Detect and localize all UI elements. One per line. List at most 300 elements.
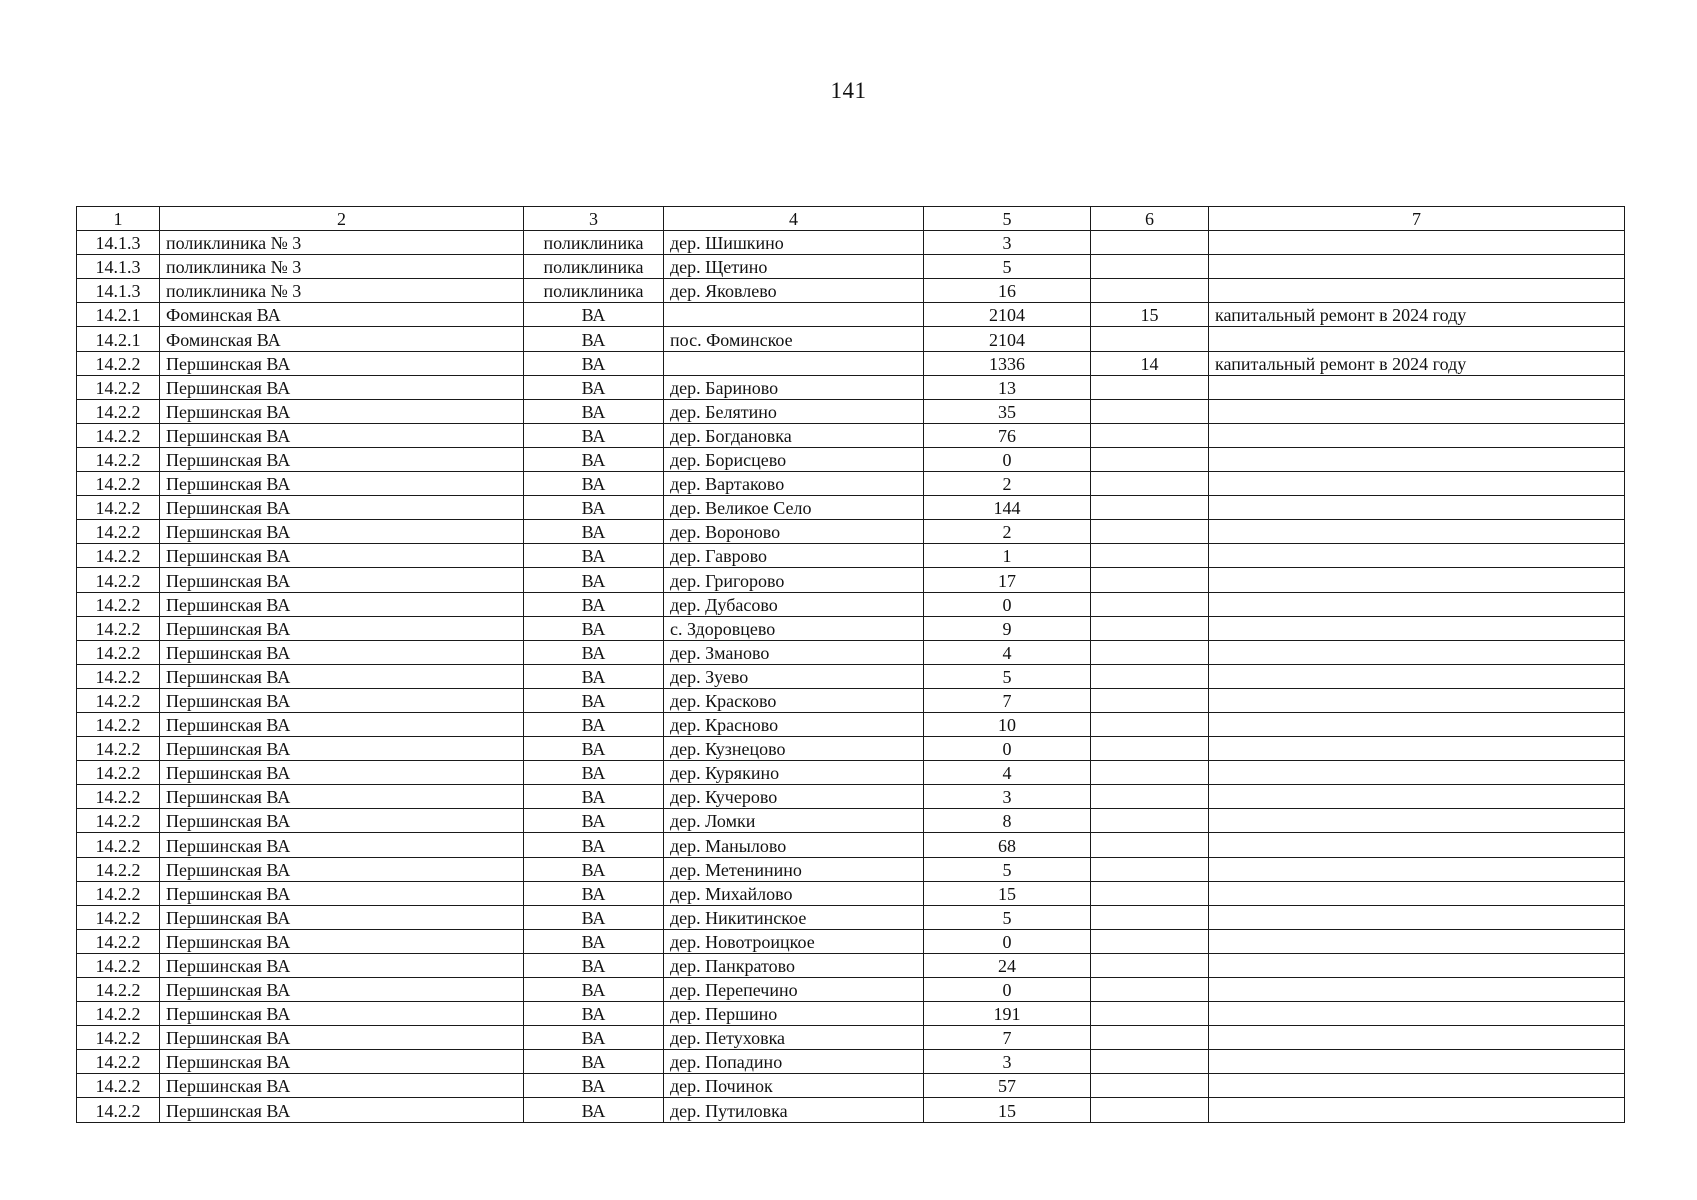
value: 5 [924, 255, 1091, 279]
note [1209, 616, 1625, 640]
locality: дер. Богдановка [664, 423, 924, 447]
locality: дер. Никитинское [664, 905, 924, 929]
value: 7 [924, 1026, 1091, 1050]
institution-name: Першинская ВА [160, 785, 524, 809]
institution-type: ВА [524, 1026, 664, 1050]
column-6-value [1091, 761, 1209, 785]
institution-type: ВА [524, 712, 664, 736]
institution-type: ВА [524, 303, 664, 327]
value: 7 [924, 688, 1091, 712]
column-6-value [1091, 953, 1209, 977]
institution-type: ВА [524, 423, 664, 447]
value: 8 [924, 809, 1091, 833]
locality: дер. Кузнецово [664, 737, 924, 761]
column-6-value [1091, 712, 1209, 736]
value: 15 [924, 881, 1091, 905]
table-row [77, 929, 1625, 953]
row-code: 14.2.1 [77, 303, 160, 327]
institution-name: поликлиника № 3 [160, 231, 524, 255]
locality: дер. Гаврово [664, 544, 924, 568]
institution-name: Першинская ВА [160, 833, 524, 857]
value: 2104 [924, 327, 1091, 351]
row-code: 14.2.2 [77, 905, 160, 929]
value: 5 [924, 857, 1091, 881]
institution-name: Першинская ВА [160, 399, 524, 423]
institution-name: Першинская ВА [160, 472, 524, 496]
locality: дер. Першино [664, 1002, 924, 1026]
locality: дер. Зуево [664, 664, 924, 688]
institution-type: ВА [524, 351, 664, 375]
value: 17 [924, 568, 1091, 592]
locality: дер. Дубасово [664, 592, 924, 616]
column-header-3: 3 [524, 207, 664, 231]
table-row [77, 1026, 1625, 1050]
institution-name: Першинская ВА [160, 375, 524, 399]
column-6-value: 15 [1091, 303, 1209, 327]
locality: дер. Бариново [664, 375, 924, 399]
row-code: 14.2.2 [77, 520, 160, 544]
note [1209, 399, 1625, 423]
table-row [77, 327, 1625, 351]
column-6-value [1091, 472, 1209, 496]
value: 0 [924, 592, 1091, 616]
table-row [77, 761, 1625, 785]
locality: дер. Михайлово [664, 881, 924, 905]
note [1209, 447, 1625, 471]
value: 68 [924, 833, 1091, 857]
value: 9 [924, 616, 1091, 640]
row-code: 14.1.3 [77, 279, 160, 303]
note [1209, 375, 1625, 399]
column-6-value [1091, 1074, 1209, 1098]
institution-type: поликлиника [524, 231, 664, 255]
locality: дер. Вороново [664, 520, 924, 544]
value: 76 [924, 423, 1091, 447]
institution-type: ВА [524, 616, 664, 640]
table-header-row [77, 207, 1625, 231]
column-header-4: 4 [664, 207, 924, 231]
note [1209, 761, 1625, 785]
column-6-value [1091, 833, 1209, 857]
institution-type: ВА [524, 568, 664, 592]
note [1209, 881, 1625, 905]
locality: дер. Григорово [664, 568, 924, 592]
column-6-value: 14 [1091, 351, 1209, 375]
value: 4 [924, 640, 1091, 664]
institution-name: Першинская ВА [160, 905, 524, 929]
note [1209, 785, 1625, 809]
column-6-value [1091, 520, 1209, 544]
row-code: 14.2.2 [77, 472, 160, 496]
column-6-value [1091, 905, 1209, 929]
table-row [77, 472, 1625, 496]
column-6-value [1091, 375, 1209, 399]
note [1209, 905, 1625, 929]
institution-name: Першинская ВА [160, 809, 524, 833]
locality: дер. Петуховка [664, 1026, 924, 1050]
institution-name: Першинская ВА [160, 1026, 524, 1050]
institution-name: Першинская ВА [160, 640, 524, 664]
institution-type: ВА [524, 1002, 664, 1026]
locality: дер. Яковлево [664, 279, 924, 303]
locality [664, 303, 924, 327]
column-6-value [1091, 978, 1209, 1002]
institution-type: ВА [524, 544, 664, 568]
row-code: 14.1.3 [77, 231, 160, 255]
column-header-1: 1 [77, 207, 160, 231]
table-row [77, 592, 1625, 616]
table-body [77, 231, 1625, 1122]
value: 13 [924, 375, 1091, 399]
institution-name: Першинская ВА [160, 978, 524, 1002]
column-6-value [1091, 231, 1209, 255]
institution-type: ВА [524, 1074, 664, 1098]
value: 57 [924, 1074, 1091, 1098]
institution-type: ВА [524, 761, 664, 785]
value: 0 [924, 929, 1091, 953]
institution-type: ВА [524, 881, 664, 905]
locality: дер. Манылово [664, 833, 924, 857]
note [1209, 929, 1625, 953]
locality: дер. Путиловка [664, 1098, 924, 1122]
locality: дер. Курякино [664, 761, 924, 785]
column-6-value [1091, 1002, 1209, 1026]
value: 0 [924, 447, 1091, 471]
locality: дер. Ломки [664, 809, 924, 833]
note [1209, 857, 1625, 881]
locality: дер. Кучерово [664, 785, 924, 809]
note: капитальный ремонт в 2024 году [1209, 303, 1625, 327]
value: 3 [924, 1050, 1091, 1074]
note [1209, 688, 1625, 712]
table-row [77, 1074, 1625, 1098]
locality: дер. Борисцево [664, 447, 924, 471]
row-code: 14.2.2 [77, 447, 160, 471]
row-code: 14.2.2 [77, 664, 160, 688]
table-row [77, 737, 1625, 761]
column-6-value [1091, 640, 1209, 664]
table-row [77, 255, 1625, 279]
institution-type: ВА [524, 857, 664, 881]
table-row [77, 712, 1625, 736]
note [1209, 568, 1625, 592]
locality: дер. Красково [664, 688, 924, 712]
value: 1336 [924, 351, 1091, 375]
table-row [77, 399, 1625, 423]
table-row [77, 833, 1625, 857]
note [1209, 255, 1625, 279]
institution-type: ВА [524, 929, 664, 953]
institution-name: Першинская ВА [160, 929, 524, 953]
institution-name: Першинская ВА [160, 616, 524, 640]
institution-name: Першинская ВА [160, 1050, 524, 1074]
table-row [77, 375, 1625, 399]
institution-type: ВА [524, 953, 664, 977]
institution-type: ВА [524, 640, 664, 664]
institution-name: поликлиника № 3 [160, 255, 524, 279]
row-code: 14.2.2 [77, 688, 160, 712]
institution-name: Першинская ВА [160, 761, 524, 785]
institution-name: Першинская ВА [160, 496, 524, 520]
value: 10 [924, 712, 1091, 736]
institution-type: ВА [524, 785, 664, 809]
note [1209, 809, 1625, 833]
column-6-value [1091, 857, 1209, 881]
institution-type: ВА [524, 447, 664, 471]
table-row [77, 303, 1625, 327]
row-code: 14.1.3 [77, 255, 160, 279]
institution-name: Першинская ВА [160, 953, 524, 977]
institution-type: ВА [524, 520, 664, 544]
institution-type: ВА [524, 737, 664, 761]
row-code: 14.2.2 [77, 1098, 160, 1122]
value: 3 [924, 785, 1091, 809]
column-6-value [1091, 737, 1209, 761]
institution-type: поликлиника [524, 279, 664, 303]
table-row [77, 640, 1625, 664]
institution-type: ВА [524, 496, 664, 520]
table-row [77, 423, 1625, 447]
note [1209, 279, 1625, 303]
institution-type: ВА [524, 327, 664, 351]
value: 5 [924, 664, 1091, 688]
value: 2 [924, 520, 1091, 544]
row-code: 14.2.2 [77, 761, 160, 785]
row-code: 14.2.2 [77, 1074, 160, 1098]
row-code: 14.2.2 [77, 809, 160, 833]
note [1209, 664, 1625, 688]
locality: дер. Щетино [664, 255, 924, 279]
row-code: 14.2.2 [77, 616, 160, 640]
row-code: 14.2.2 [77, 833, 160, 857]
institution-type: ВА [524, 833, 664, 857]
table-row [77, 231, 1625, 255]
value: 5 [924, 905, 1091, 929]
row-code: 14.2.2 [77, 640, 160, 664]
table-row [77, 809, 1625, 833]
column-6-value [1091, 544, 1209, 568]
row-code: 14.2.2 [77, 857, 160, 881]
table-row [77, 544, 1625, 568]
table-row [77, 616, 1625, 640]
institution-name: Фоминская ВА [160, 327, 524, 351]
column-6-value [1091, 1026, 1209, 1050]
table-row [77, 905, 1625, 929]
column-header-6: 6 [1091, 207, 1209, 231]
value: 24 [924, 953, 1091, 977]
column-6-value [1091, 399, 1209, 423]
institution-type: ВА [524, 664, 664, 688]
institution-type: ВА [524, 1098, 664, 1122]
note: капитальный ремонт в 2024 году [1209, 351, 1625, 375]
note [1209, 423, 1625, 447]
note [1209, 520, 1625, 544]
column-6-value [1091, 785, 1209, 809]
locality: дер. Метенинино [664, 857, 924, 881]
institution-type: ВА [524, 399, 664, 423]
institution-type: ВА [524, 978, 664, 1002]
table-row [77, 1050, 1625, 1074]
row-code: 14.2.2 [77, 399, 160, 423]
institution-type: поликлиника [524, 255, 664, 279]
institution-name: Першинская ВА [160, 1074, 524, 1098]
table-row [77, 664, 1625, 688]
column-6-value [1091, 664, 1209, 688]
row-code: 14.2.2 [77, 1026, 160, 1050]
institution-name: Першинская ВА [160, 351, 524, 375]
column-6-value [1091, 1050, 1209, 1074]
locality: дер. Красново [664, 712, 924, 736]
locality: дер. Перепечино [664, 978, 924, 1002]
column-6-value [1091, 423, 1209, 447]
note [1209, 712, 1625, 736]
column-6-value [1091, 327, 1209, 351]
table-row [77, 1098, 1625, 1122]
value: 2 [924, 472, 1091, 496]
institution-name: поликлиника № 3 [160, 279, 524, 303]
institution-type: ВА [524, 905, 664, 929]
note [1209, 640, 1625, 664]
institution-name: Першинская ВА [160, 737, 524, 761]
locality: пос. Фоминское [664, 327, 924, 351]
column-6-value [1091, 496, 1209, 520]
table-row [77, 447, 1625, 471]
column-6-value [1091, 929, 1209, 953]
column-header-2: 2 [160, 207, 524, 231]
row-code: 14.2.2 [77, 785, 160, 809]
institution-name: Першинская ВА [160, 857, 524, 881]
locality: дер. Починок [664, 1074, 924, 1098]
institution-type: ВА [524, 375, 664, 399]
table-row [77, 351, 1625, 375]
column-header-7: 7 [1209, 207, 1625, 231]
row-code: 14.2.2 [77, 737, 160, 761]
value: 144 [924, 496, 1091, 520]
row-code: 14.2.2 [77, 423, 160, 447]
institution-type: ВА [524, 688, 664, 712]
row-code: 14.2.2 [77, 1050, 160, 1074]
institution-type: ВА [524, 1050, 664, 1074]
note [1209, 833, 1625, 857]
table-row [77, 279, 1625, 303]
locality: дер. Великое Село [664, 496, 924, 520]
locality: дер. Вартаково [664, 472, 924, 496]
note [1209, 472, 1625, 496]
note [1209, 1002, 1625, 1026]
institution-name: Першинская ВА [160, 447, 524, 471]
table-row [77, 520, 1625, 544]
row-code: 14.2.2 [77, 978, 160, 1002]
note [1209, 1074, 1625, 1098]
column-6-value [1091, 255, 1209, 279]
value: 0 [924, 737, 1091, 761]
column-6-value [1091, 688, 1209, 712]
table-row [77, 785, 1625, 809]
note [1209, 1050, 1625, 1074]
column-6-value [1091, 881, 1209, 905]
locality: дер. Новотроицкое [664, 929, 924, 953]
locality: дер. Панкратово [664, 953, 924, 977]
table-row [77, 881, 1625, 905]
locality: дер. Попадино [664, 1050, 924, 1074]
table-row [77, 978, 1625, 1002]
institution-type: ВА [524, 592, 664, 616]
note [1209, 1026, 1625, 1050]
table-row [77, 857, 1625, 881]
row-code: 14.2.1 [77, 327, 160, 351]
institution-name: Першинская ВА [160, 544, 524, 568]
locality: дер. Зманово [664, 640, 924, 664]
note [1209, 327, 1625, 351]
note [1209, 544, 1625, 568]
institution-name: Першинская ВА [160, 1098, 524, 1122]
value: 15 [924, 1098, 1091, 1122]
institution-name: Першинская ВА [160, 688, 524, 712]
institution-name: Першинская ВА [160, 664, 524, 688]
table-row [77, 953, 1625, 977]
row-code: 14.2.2 [77, 1002, 160, 1026]
row-code: 14.2.2 [77, 929, 160, 953]
row-code: 14.2.2 [77, 544, 160, 568]
column-6-value [1091, 568, 1209, 592]
institution-name: Першинская ВА [160, 881, 524, 905]
table-row [77, 568, 1625, 592]
value: 16 [924, 279, 1091, 303]
column-6-value [1091, 279, 1209, 303]
column-6-value [1091, 616, 1209, 640]
note [1209, 978, 1625, 1002]
locality: дер. Шишкино [664, 231, 924, 255]
institution-name: Першинская ВА [160, 568, 524, 592]
row-code: 14.2.2 [77, 375, 160, 399]
column-6-value [1091, 809, 1209, 833]
row-code: 14.2.2 [77, 881, 160, 905]
value: 3 [924, 231, 1091, 255]
institution-name: Першинская ВА [160, 712, 524, 736]
institution-name: Першинская ВА [160, 520, 524, 544]
value: 2104 [924, 303, 1091, 327]
column-6-value [1091, 1098, 1209, 1122]
institution-name: Першинская ВА [160, 592, 524, 616]
page-number: 141 [830, 78, 867, 103]
row-code: 14.2.2 [77, 953, 160, 977]
row-code: 14.2.2 [77, 712, 160, 736]
note [1209, 1098, 1625, 1122]
value: 4 [924, 761, 1091, 785]
note [1209, 496, 1625, 520]
institution-name: Фоминская ВА [160, 303, 524, 327]
note [1209, 953, 1625, 977]
locality: с. Здоровцево [664, 616, 924, 640]
note [1209, 737, 1625, 761]
row-code: 14.2.2 [77, 496, 160, 520]
institution-type: ВА [524, 809, 664, 833]
row-code: 14.2.2 [77, 592, 160, 616]
institution-type: ВА [524, 472, 664, 496]
value: 1 [924, 544, 1091, 568]
row-code: 14.2.2 [77, 568, 160, 592]
row-code: 14.2.2 [77, 351, 160, 375]
value: 191 [924, 1002, 1091, 1026]
column-6-value [1091, 592, 1209, 616]
table-row [77, 1002, 1625, 1026]
value: 35 [924, 399, 1091, 423]
table-row [77, 688, 1625, 712]
column-6-value [1091, 447, 1209, 471]
institution-name: Першинская ВА [160, 1002, 524, 1026]
column-header-5: 5 [924, 207, 1091, 231]
value: 0 [924, 978, 1091, 1002]
